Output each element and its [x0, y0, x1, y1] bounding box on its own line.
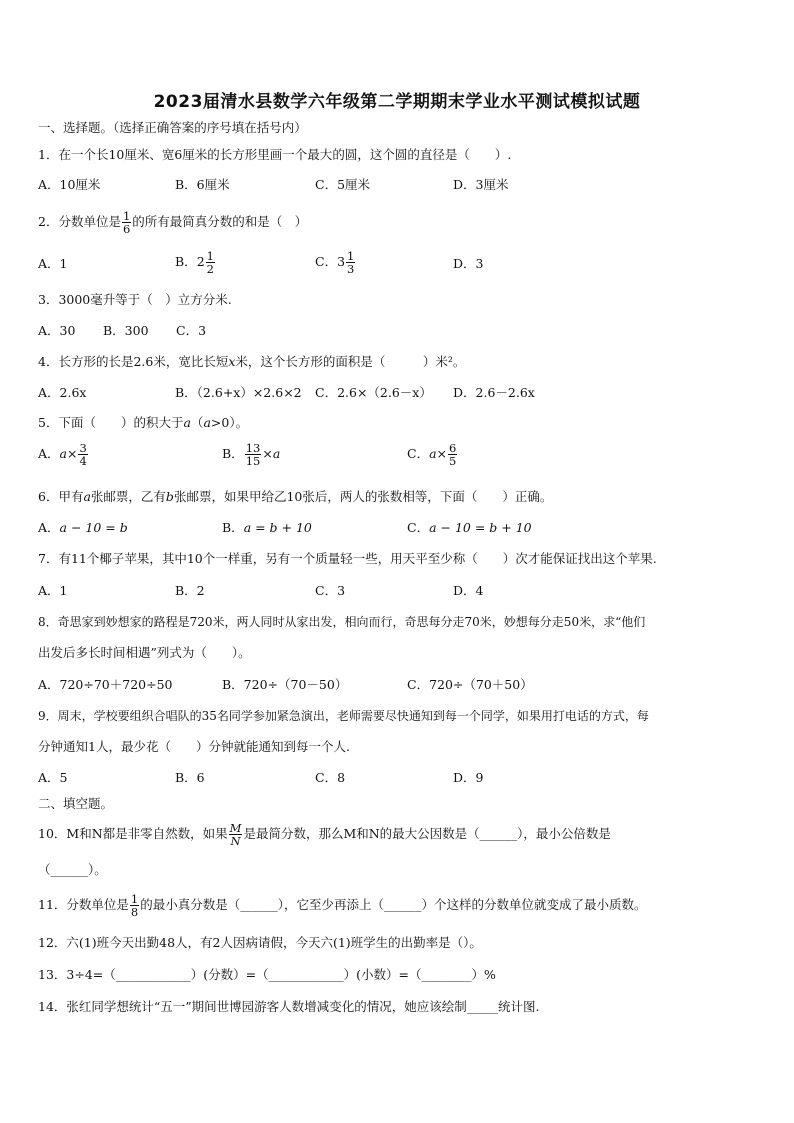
- q6-text-pre: 6．甲有: [38, 489, 84, 504]
- q4-option-c: C．2.6×（2.6－x）: [315, 385, 432, 400]
- q5-option-c-numerator: 6: [449, 441, 457, 455]
- q10-fraction: [229, 822, 243, 847]
- q2-option-b-whole: 2: [196, 254, 205, 269]
- q2-option-c-numerator: 1: [347, 249, 355, 263]
- q3-option-c: C．3: [176, 323, 207, 338]
- q2-option-b-denominator: 2: [206, 262, 214, 276]
- q11-fraction-numerator: 1: [130, 892, 139, 906]
- q4-text-pre: 4．长方形的长是2.6米，宽比长短: [38, 354, 229, 369]
- q5-option-c-denominator: 5: [449, 454, 457, 468]
- q10-text-pre: 10．M和N都是非零自然数，如果: [38, 826, 228, 841]
- q5-text-post: >0）。: [210, 415, 249, 430]
- q2-option-c: [315, 250, 356, 275]
- q9-option-b: B．6: [175, 770, 205, 785]
- question-5: [38, 414, 248, 432]
- q3-option-b: B．300: [103, 323, 149, 338]
- q4-text-post: 米，这个长方形的面积是（ ）米²。: [235, 354, 466, 369]
- question-8-line-1: 8．奇思家到妙想家的路程是720米，两人同时从家出发，相向而行，奇思每分走70米，妙想每分走50米，求“他们: [38, 615, 646, 629]
- question-9-line-2: 分钟通知1人，最少花（ ）分钟就能通知到每一个人.: [38, 739, 350, 754]
- q1-option-b: B．6厘米: [175, 177, 230, 192]
- q1-option-c: C．5厘米: [315, 177, 371, 192]
- question-7: 7．有11个椰子苹果，其中10个一样重，另有一个质量轻一些，用天平至少称（ ）次才能保证找出这个苹果.: [38, 551, 657, 566]
- question-13: 13．3÷4=（____________）(分数）=（____________）(小数）=（________）%: [38, 967, 496, 982]
- q5-option-b: [222, 442, 280, 467]
- question-6: [38, 488, 552, 506]
- q2-option-c-whole: 3: [337, 254, 346, 269]
- q2-option-b-label: B．: [175, 254, 197, 269]
- q6-text-mid: 张邮票，乙有: [90, 489, 166, 504]
- q7-option-b: B．2: [175, 583, 205, 598]
- q4-option-b: B．（2.6+x）×2.6×2: [175, 385, 302, 400]
- q6-option-a: [38, 519, 128, 537]
- q4-option-d: D．2.6－2.6x: [453, 385, 535, 400]
- q5-option-b-fraction: [245, 442, 262, 467]
- question-1: 1．在一个长10厘米、宽6厘米的长方形里画一个最大的圆，这个圆的直径是（ ）.: [38, 147, 512, 162]
- q6-option-b-expression: a = b + 10: [243, 520, 312, 535]
- question-10: [38, 822, 611, 847]
- question-2: [38, 210, 307, 235]
- q3-option-a: A．30: [38, 323, 76, 338]
- question-4: [38, 353, 465, 371]
- question-3: 3．3000毫升等于（ ）立方分米.: [38, 292, 232, 307]
- q2-option-c-denominator: 3: [347, 262, 355, 276]
- q2-text-pre: 2．分数单位是: [38, 214, 121, 229]
- q9-option-c: C．8: [315, 770, 346, 785]
- q2-fraction-numerator: 1: [122, 209, 131, 223]
- q2-option-c-label: C．: [315, 254, 338, 269]
- q11-text-post: 的最小真分数是（______），它至少再添上（______）个这样的分数单位就变成了最小质数。: [140, 897, 647, 912]
- q6-text-post: 张邮票，如果甲给乙10张后，两人的张数相等，下面（ ）正确。: [173, 489, 553, 504]
- q5-variable: a: [183, 415, 191, 430]
- q5-option-c-fraction: [448, 442, 457, 467]
- page-title: 2023届清水县数学六年级第二学期期末学业水平测试模拟试题: [153, 92, 641, 112]
- q5-option-a-fraction: [78, 442, 87, 467]
- q6-option-a-expression: a − 10 = b: [59, 520, 128, 535]
- q5-option-c-variable: a: [429, 446, 437, 461]
- q1-option-a: A．10厘米: [38, 177, 101, 192]
- q5-option-a-label: A．: [38, 446, 60, 461]
- q4-variable: x: [228, 354, 236, 369]
- q5-option-a-variable: a: [59, 446, 67, 461]
- q2-option-c-fraction: [346, 250, 355, 275]
- q5-option-a: [38, 442, 89, 467]
- q6-option-a-label: A．: [38, 520, 60, 535]
- question-14: 14．张红同学想统计“五一”期间世博园游客人数增减变化的情况，她应该绘制_____统计图.: [38, 999, 540, 1014]
- q5-option-a-numerator: 3: [79, 441, 87, 455]
- q5-option-b-times: ×: [262, 446, 273, 461]
- q2-option-b-numerator: 1: [206, 249, 214, 263]
- q2-fraction: [122, 210, 131, 235]
- q5-option-c: [407, 442, 458, 467]
- q9-option-d: D．9: [453, 770, 484, 785]
- q2-text-post: 的所有最简真分数的和是（ ）: [132, 214, 308, 229]
- q1-option-d: D．3厘米: [453, 177, 509, 192]
- section-heading-fill-in: 二、填空题。: [38, 796, 114, 811]
- question-10-line-2: （______）。: [38, 862, 107, 877]
- q5-text-mid: （: [190, 415, 204, 430]
- q5-option-b-variable: a: [272, 446, 281, 461]
- q5-option-b-numerator: 13: [245, 441, 261, 455]
- q6-variable-b: b: [165, 489, 174, 504]
- question-12: 12．六(1)班今天出勤48人，有2人因病请假，今天六(1)班学生的出勤率是（）。: [38, 935, 482, 950]
- q7-option-a: A．1: [38, 583, 68, 598]
- q5-variable-2: a: [203, 415, 211, 430]
- question-11: [38, 893, 647, 918]
- q2-option-a: A．1: [38, 256, 68, 271]
- q11-fraction-denominator: 8: [130, 905, 139, 919]
- q2-option-b-fraction: [206, 250, 215, 275]
- q2-fraction-denominator: 6: [122, 222, 131, 236]
- q5-option-a-times: ×: [66, 446, 78, 461]
- q5-option-c-label: C．: [407, 446, 430, 461]
- question-8-line-2: 出发后多长时间相遇”列式为（ ）。: [38, 645, 251, 660]
- q5-option-c-times: ×: [436, 446, 448, 461]
- q6-option-b-label: B．: [222, 520, 244, 535]
- q9-option-a: A．5: [38, 770, 68, 785]
- q11-text-pre: 11．分数单位是: [38, 897, 129, 912]
- q5-option-b-label: B．: [222, 446, 244, 461]
- q6-option-c-label: C．: [407, 520, 430, 535]
- section-heading-choice: 一、选择题。（选择正确答案的序号填在括号内）: [38, 120, 307, 135]
- q7-option-d: D．4: [453, 583, 484, 598]
- q2-option-b: [175, 250, 216, 275]
- q6-variable-a: a: [83, 489, 91, 504]
- q10-fraction-numerator: M: [229, 821, 242, 835]
- q4-option-a: A．2.6x: [38, 385, 87, 400]
- q8-option-c: C．720÷（70＋50）: [407, 677, 533, 692]
- q2-option-d: D．3: [453, 256, 484, 271]
- q8-option-a: A．720÷70＋720÷50: [38, 677, 173, 692]
- q10-text-post: 是最简分数，那么M和N的最大公因数是（______），最小公倍数是: [243, 826, 611, 841]
- q6-option-c: [407, 519, 532, 537]
- question-9-line-1: 9．周末，学校要组织合唱队的35名同学参加紧急演出，老师需要尽快通知到每一个同学，如果用打电话的方式，每: [38, 709, 649, 723]
- q6-option-c-expression: a − 10 = b + 10: [429, 520, 532, 535]
- q5-text-pre: 5．下面（ ）的积大于: [38, 415, 184, 430]
- q5-option-b-denominator: 15: [245, 454, 261, 468]
- q6-option-b: [222, 519, 312, 537]
- q8-option-b: B．720÷（70－50）: [222, 677, 348, 692]
- q11-fraction: [130, 893, 139, 918]
- q5-option-a-denominator: 4: [79, 454, 87, 468]
- q7-option-c: C．3: [315, 583, 346, 598]
- q10-fraction-denominator: N: [230, 834, 241, 848]
